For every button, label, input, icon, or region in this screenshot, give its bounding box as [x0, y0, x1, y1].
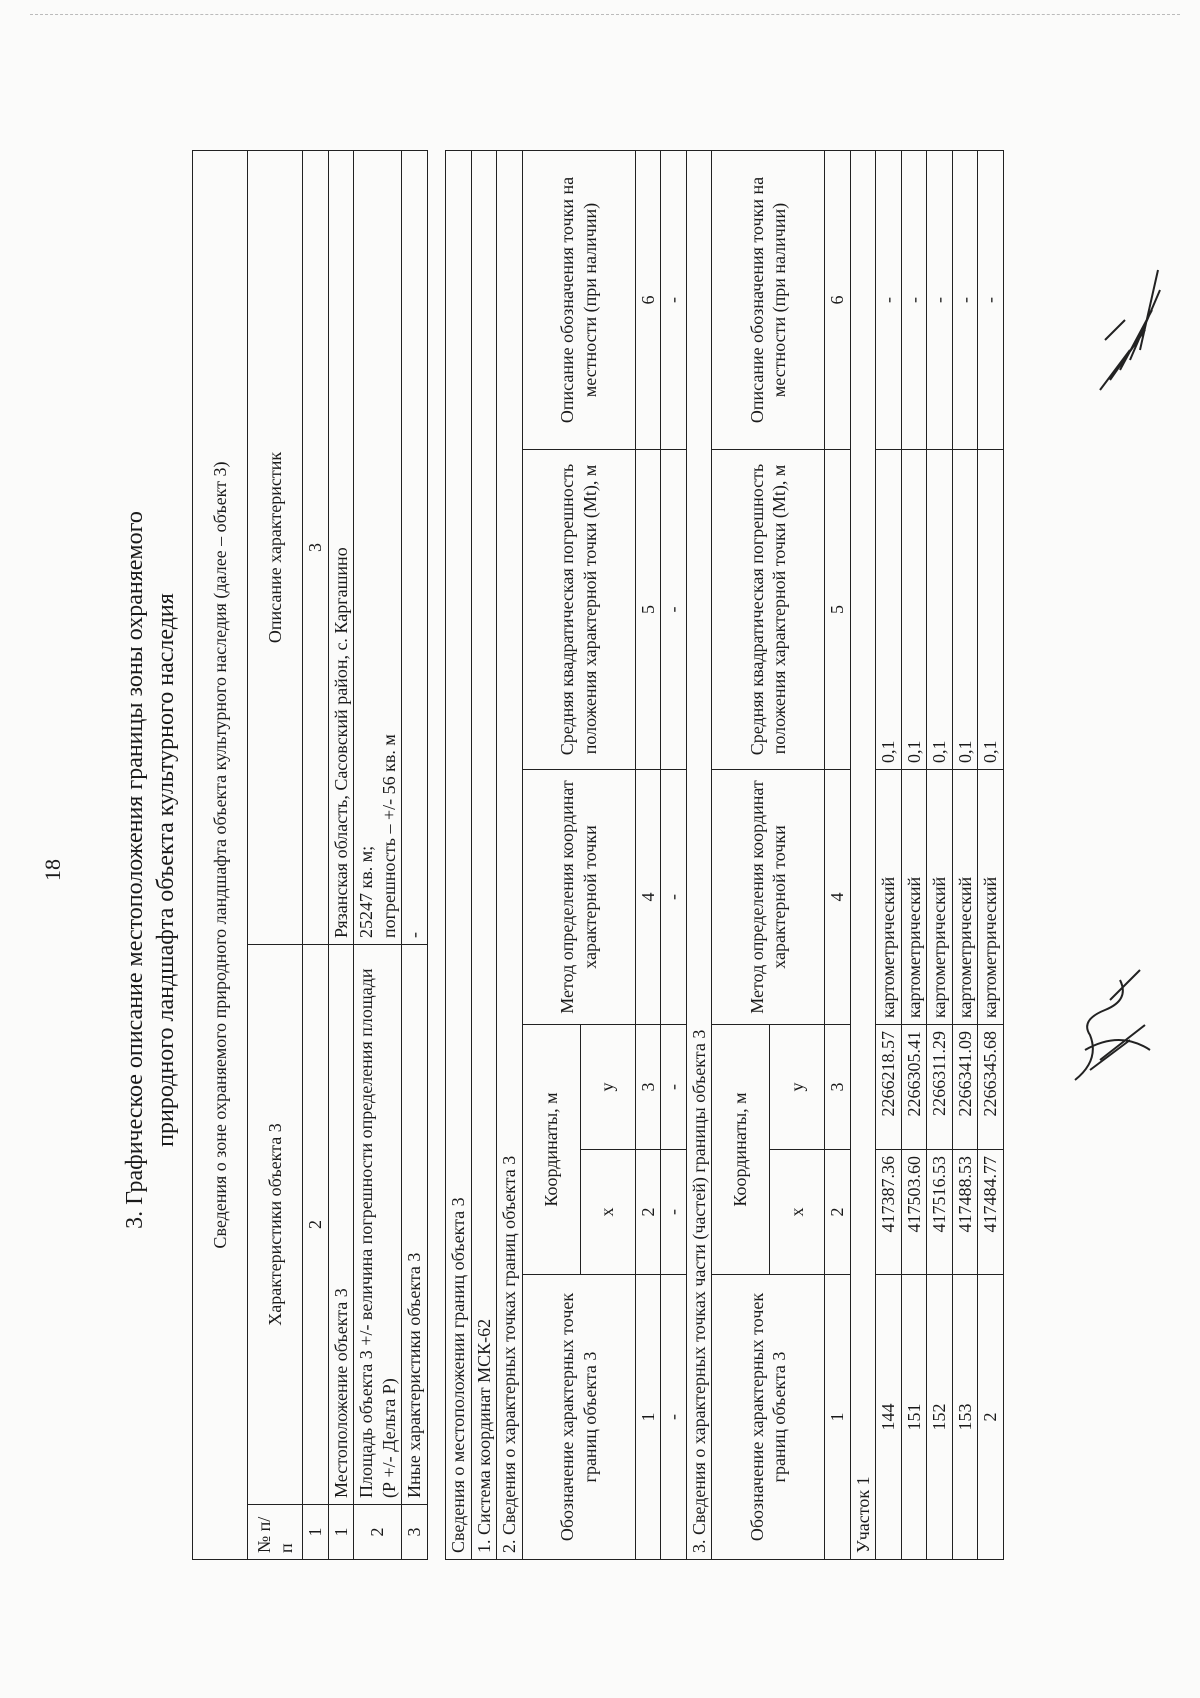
method: картометрический [952, 770, 978, 1025]
row-name: Местоположение объекта 3 [328, 945, 354, 1505]
table-row [876, 151, 902, 1560]
page-title [120, 220, 182, 1520]
table-row [901, 151, 927, 1560]
table2-colnum: 5 [825, 450, 851, 770]
header-x: х [580, 1150, 635, 1275]
header-x: х [770, 1150, 825, 1275]
rotated-page [20, 90, 1130, 1650]
row-description: Рязанская область, Сасовский район, с. Каргашино [328, 151, 354, 945]
point-id: 153 [952, 1275, 978, 1560]
table-row [927, 151, 953, 1560]
coordinate-system: 1. Система координат МСК-62 [471, 151, 497, 1560]
coord-y: 2266305.41 [901, 1025, 927, 1150]
header-designation: Обозначение характерных точек границ объекта 3 [522, 1275, 635, 1560]
accuracy: 0,1 [901, 450, 927, 770]
table2-colnum: 5 [635, 450, 661, 770]
coord-x: 417516.53 [927, 1150, 953, 1275]
accuracy: 0,1 [876, 450, 902, 770]
section3-title: 3. Сведения о характерных точках части (частей) границы объекта 3 [686, 151, 712, 1560]
description: - [876, 151, 902, 450]
point-id: 2 [978, 1275, 1004, 1560]
table2-colnum: 1 [635, 1275, 661, 1560]
table1-header-num: № п/п [248, 1505, 303, 1560]
accuracy: 0,1 [978, 450, 1004, 770]
table-row [661, 151, 687, 1560]
description: - [927, 151, 953, 450]
table-row [328, 151, 354, 1560]
header-designation: Обозначение характерных точек границ объекта 3 [712, 1275, 825, 1560]
coord-y: 2266218.57 [876, 1025, 902, 1150]
row-name: Иные характеристики объекта 3 [402, 945, 428, 1505]
table-cell: - [661, 1275, 687, 1560]
point-id: 151 [901, 1275, 927, 1560]
signature-mark [1090, 250, 1170, 410]
table-row [952, 151, 978, 1560]
row-number: 2 [354, 1505, 402, 1560]
title-line-2: природного ландшафта объекта культурного наследия [153, 593, 180, 1147]
table-cell: - [661, 770, 687, 1025]
header-method: Метод определения координат характерной точки [522, 770, 635, 1025]
table2-colnum: 4 [635, 770, 661, 1025]
table-row [978, 151, 1004, 1560]
method: картометрический [927, 770, 953, 1025]
table2-colnum: 6 [635, 151, 661, 450]
row-number: 1 [328, 1505, 354, 1560]
table2-caption: Сведения о местоположении границ объекта 3 [446, 151, 472, 1560]
coord-x: 417484.77 [978, 1150, 1004, 1275]
table-row [402, 151, 428, 1560]
coord-x: 417503.60 [901, 1150, 927, 1275]
section2-title: 2. Сведения о характерных точках границ объекта 3 [497, 151, 523, 1560]
table1-header-description: Описание характеристик [248, 151, 303, 945]
table-row [354, 151, 402, 1560]
table1-colnum: 1 [303, 1505, 329, 1560]
header-accuracy: Средняя квадратическая погрешность положения характерной точки (Mt), м [522, 450, 635, 770]
table2-colnum: 3 [825, 1025, 851, 1150]
table2-colnum: 6 [825, 151, 851, 450]
row-number: 3 [402, 1505, 428, 1560]
table-cell: - [661, 1150, 687, 1275]
coord-x: 417387.36 [876, 1150, 902, 1275]
header-accuracy: Средняя квадратическая погрешность положения характерной точки (Mt), м [712, 450, 825, 770]
header-coordinates: Координаты, м [522, 1025, 580, 1275]
area-accuracy: погрешность – +/- 56 кв. м [378, 734, 399, 938]
row-name: Площадь объекта 3 +/- величина погрешности определения площади (Р +/- Дельта Р) [354, 945, 402, 1505]
coord-y: 2266345.68 [978, 1025, 1004, 1150]
signature-mark [1060, 940, 1170, 1090]
table2-colnum: 2 [825, 1150, 851, 1275]
header-description: Описание обозначения точки на местности (при наличии) [712, 151, 825, 450]
page-number: 18 [40, 859, 65, 881]
point-id: 152 [927, 1275, 953, 1560]
area-label: Участок 1 [850, 151, 876, 1560]
table-cell: - [661, 450, 687, 770]
table1-caption: Сведения о зоне охраняемого природного ландшафта объекта культурного наследия (далее – объект 3) [193, 151, 248, 1560]
description: - [952, 151, 978, 450]
method: картометрический [978, 770, 1004, 1025]
header-coordinates: Координаты, м [712, 1025, 770, 1275]
row-description: - [402, 151, 428, 945]
table2-colnum: 4 [825, 770, 851, 1025]
table1-colnum: 2 [303, 945, 329, 1505]
coord-y: 2266341.09 [952, 1025, 978, 1150]
page-top-rule [30, 14, 1180, 15]
area-value: 25247 кв. м; [356, 845, 376, 938]
header-method: Метод определения координат характерной точки [712, 770, 825, 1025]
table-cell: - [661, 1025, 687, 1150]
object-info-table [192, 150, 428, 1560]
accuracy: 0,1 [927, 450, 953, 770]
description: - [901, 151, 927, 450]
method: картометрический [901, 770, 927, 1025]
accuracy: 0,1 [952, 450, 978, 770]
row-description [354, 151, 402, 945]
title-line-1: 3. Графическое описание местоположения границы зоны охраняемого [122, 511, 148, 1229]
table-cell: - [661, 151, 687, 450]
table2-colnum: 1 [825, 1275, 851, 1560]
table1-colnum: 3 [303, 151, 329, 945]
header-y: у [580, 1025, 635, 1150]
table2-colnum: 2 [635, 1150, 661, 1275]
point-id: 144 [876, 1275, 902, 1560]
coord-y: 2266311.29 [927, 1025, 953, 1150]
method: картометрический [876, 770, 902, 1025]
table1-header-characteristics: Характеристики объекта 3 [248, 945, 303, 1505]
coord-x: 417488.53 [952, 1150, 978, 1275]
boundary-points-table [445, 150, 1004, 1560]
table2-colnum: 3 [635, 1025, 661, 1150]
description: - [978, 151, 1004, 450]
header-y: у [770, 1025, 825, 1150]
header-description: Описание обозначения точки на местности (при наличии) [522, 151, 635, 450]
